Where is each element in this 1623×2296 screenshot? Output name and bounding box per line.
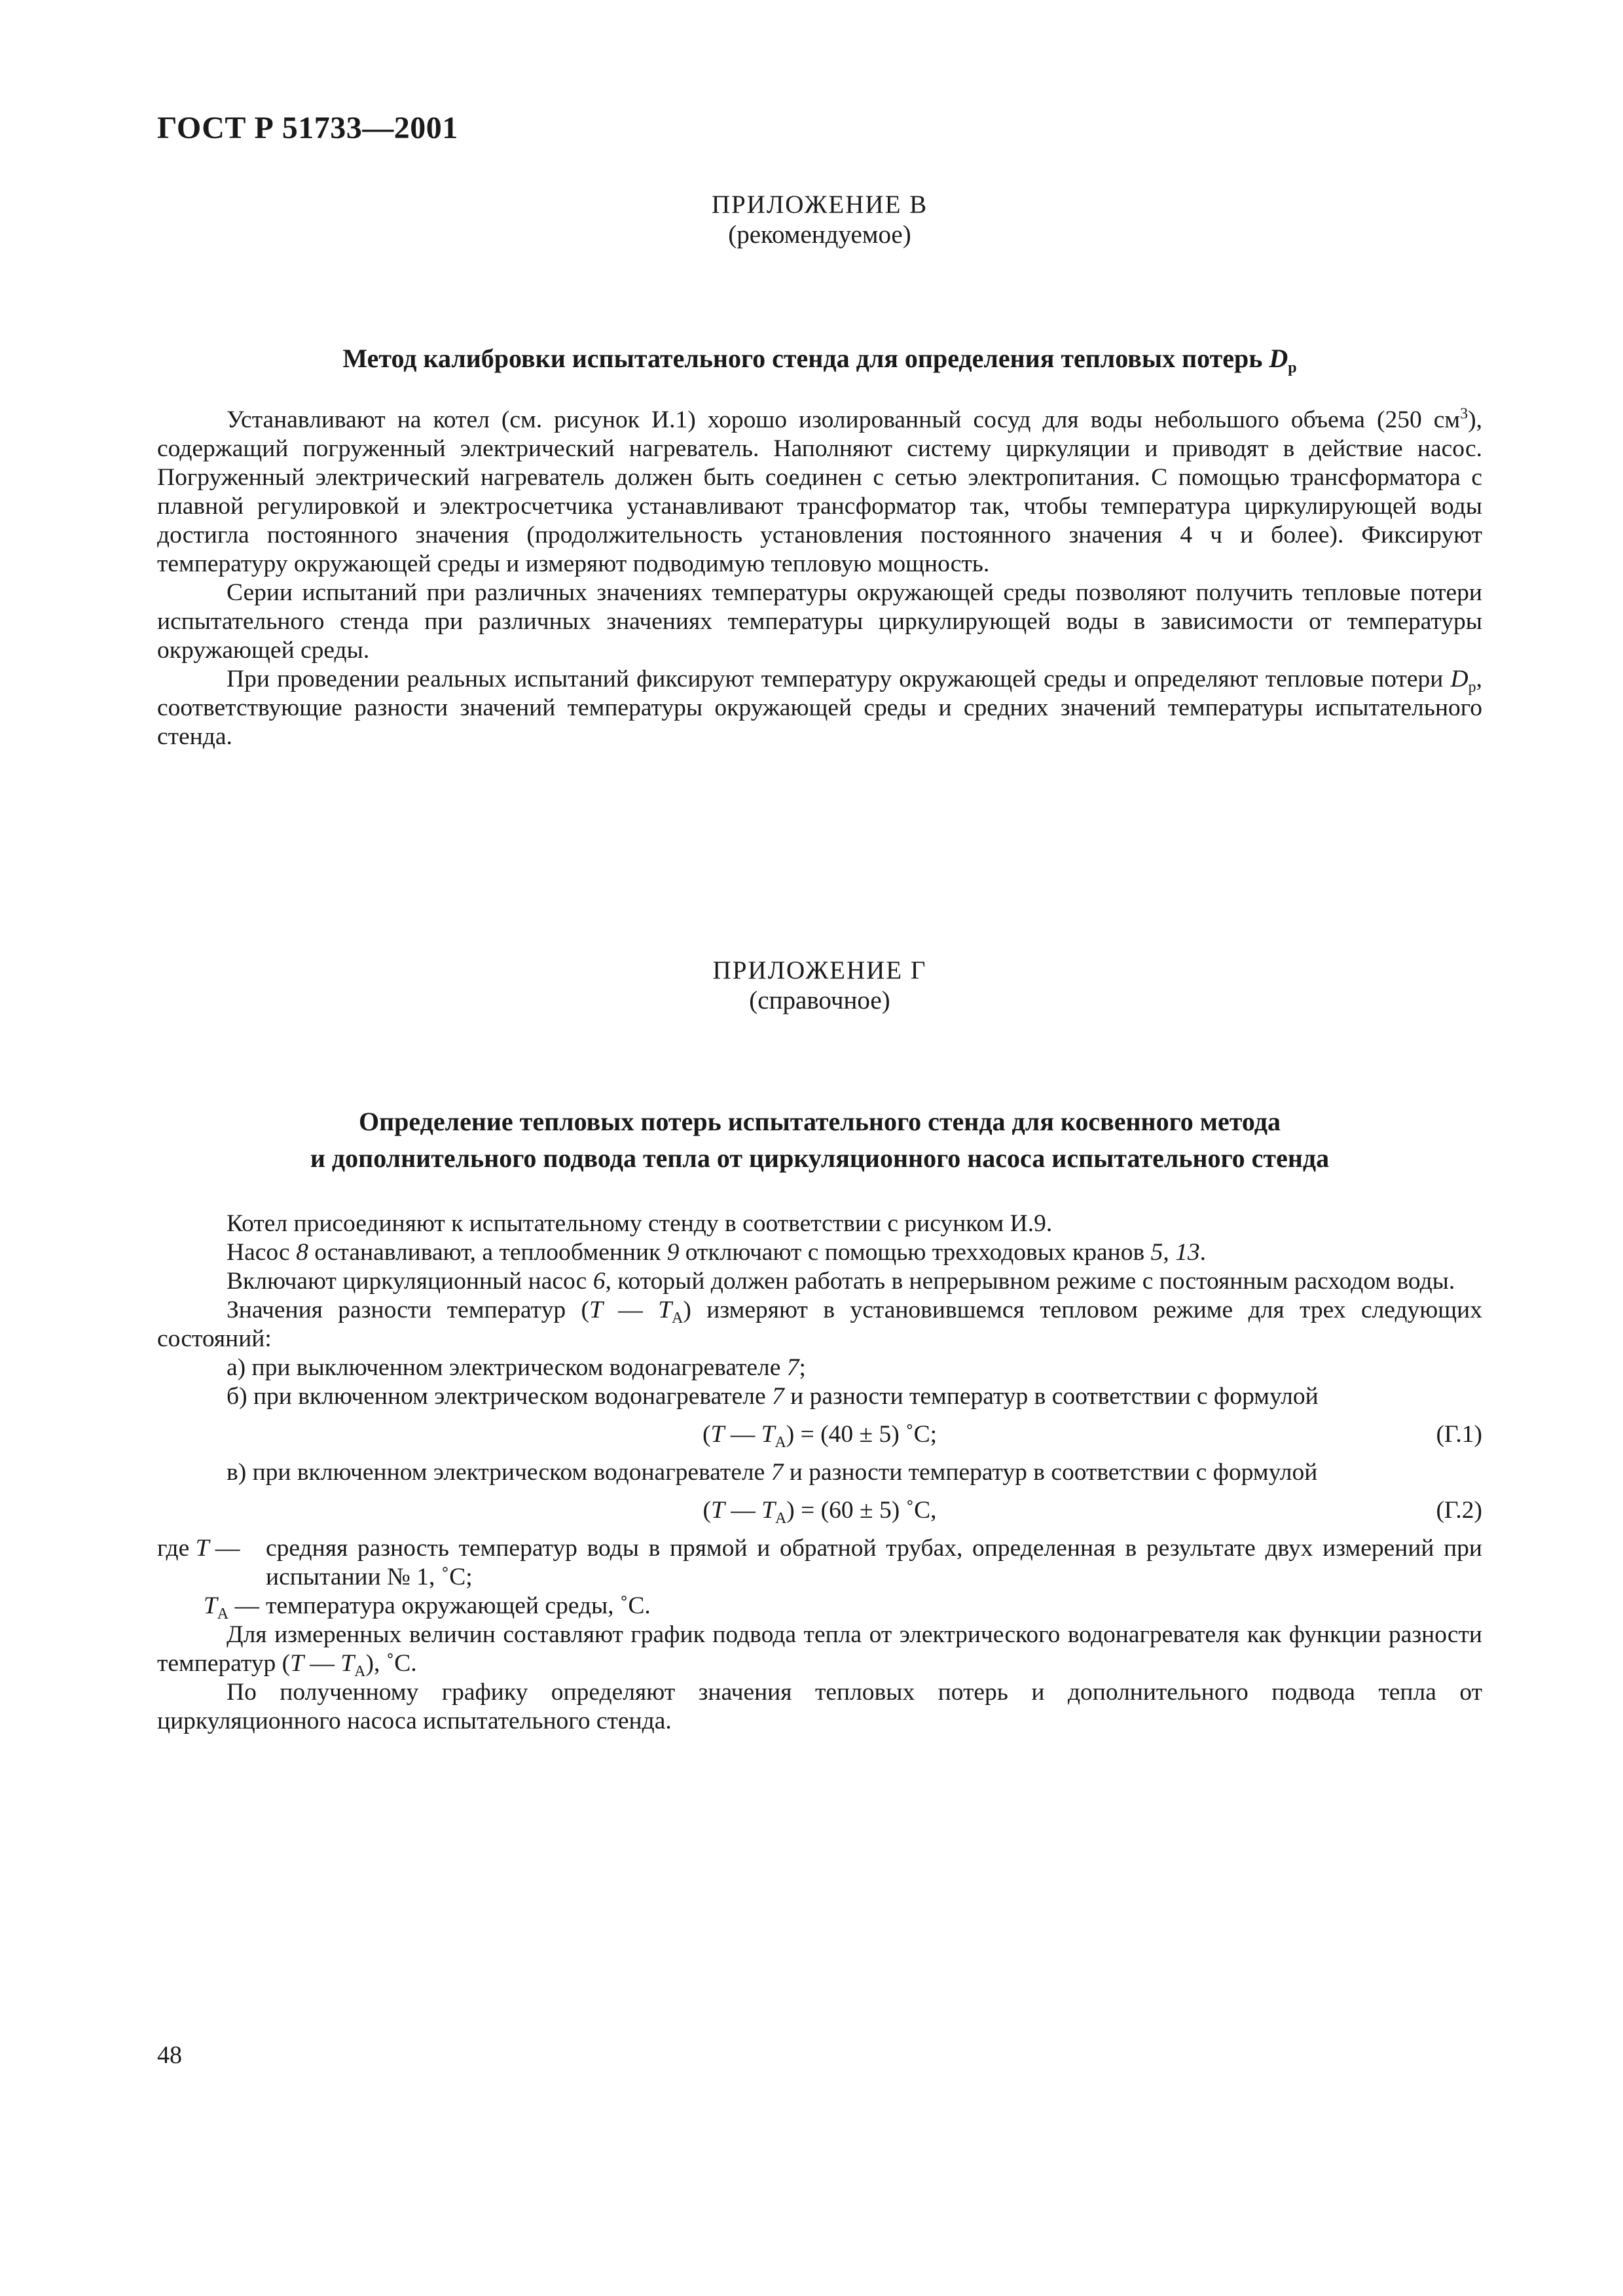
where-symbol-ta: $T_A$ — <box>203 1592 259 1623</box>
formula-g1-expression: (T — $T_A) = (40 \pm 5)$ ˚С; <box>702 1421 938 1451</box>
formula-g1-number: (Г.1) <box>1436 1421 1482 1448</box>
annex-g-body <box>157 1210 1482 1736</box>
page-number: 48 <box>157 2041 182 2069</box>
annex-v-body <box>157 406 1482 751</box>
symbol-explanations <box>157 1534 1482 1621</box>
annex-g-paragraph-5: Для измеренных величин составляют график подвода тепла от электрического водонагревателя как функции разности температур (T — $T_A$), ˚С. <box>157 1621 1482 1680</box>
annex-g-paragraph-1: Котел присоединяют к испытательному стенду в соответствии с рисунком И.9. <box>227 1210 1053 1237</box>
annex-g-paragraph-3: Включают циркуляционный насос 6, который должен работать в непрерывном режиме с постоянным расходом воды. <box>227 1268 1455 1295</box>
formula-g2 <box>157 1487 1482 1534</box>
annex-v-heading <box>157 190 1482 250</box>
annex-g-paragraph-6: По полученному графику определяют значения тепловых потерь и дополнительного подвода тепла от циркуляционного насоса испытательного стенда. <box>157 1679 1482 1734</box>
annex-v-kind: (рекомендуемое) <box>728 221 911 249</box>
annex-v-title: ПРИЛОЖЕНИЕ В <box>711 190 928 219</box>
formula-g1 <box>157 1411 1482 1458</box>
annex-v-paragraph-2: Серии испытаний при различных значениях температуры окружающей среды позволяют получить тепловые потери испытательного стенда при различных значениях температуры циркулирующей воды в зависимости от температуры окружающей среды. <box>157 579 1482 664</box>
annex-g-title: ПРИЛОЖЕНИЕ Г <box>712 956 927 984</box>
annex-v-paragraph-1: Устанавливают на котел (см. рисунок И.1) хорошо изолированный сосуд для воды небольшого объема (250 $см^3$), содержащий погруженный электрический нагреватель. Наполняют систему циркуляции и приводят в действие насос. Погруженный электрический нагреватель должен быть соединен с сетью электропитания. С помощью трансформатора с плавной регулировкой и электросчетчика устанавливают трансформатор так, чтобы температура циркулирующей воды достигла постоянного значения (продолжительность установления постоянного значения 4 ч и более). Фиксируют температуру окружающей среды и измеряют подводимую тепловую мощность. <box>157 405 1482 577</box>
annex-v-section-title: Метод калибровки испытательного стенда для определения тепловых потерь $D_p$ <box>342 344 1297 376</box>
where-description-ta: температура окружающей среды, ˚С. <box>266 1592 651 1619</box>
annex-g-heading <box>157 956 1482 1016</box>
formula-g2-number: (Г.2) <box>1436 1497 1482 1524</box>
where-symbol-t: где T — <box>157 1535 240 1562</box>
formula-g2-expression: (T — $T_A) = (60 \pm 5)$ ˚С, <box>702 1497 937 1527</box>
annex-g-paragraph-4: Значения разности температур (T — $T_A$) измеряют в установившемся тепловом режиме для трех следующих состояний: <box>157 1297 1483 1352</box>
annex-g-section-title: Определение тепловых потерь испытательного стенда для косвенного метода и дополнительного подвода тепла от циркуляционного насоса испытательного стенда <box>310 1107 1330 1173</box>
annex-g-kind: (справочное) <box>749 986 890 1014</box>
list-item-v: в) при включенном электрическом водонагревателе 7 и разности температур в соответствии с формулой <box>227 1459 1318 1486</box>
document-code: ГОСТ Р 51733—2001 <box>157 111 458 145</box>
list-item-b: б) при включенном электрическом водонагревателе 7 и разности температур в соответствии с формулой <box>227 1383 1319 1410</box>
annex-g-paragraph-2: Насос 8 останавливают, а теплообменник 9 отключают с помощью трехходовых кранов 5, 13. <box>227 1239 1206 1266</box>
where-description-t: средняя разность температур воды в прямой и обратной трубах, определенная в результате двух измерений при испытании № 1, ˚С; <box>266 1535 1482 1590</box>
list-item-a: а) при выключенном электрическом водонагревателе 7; <box>227 1354 806 1381</box>
annex-v-paragraph-3: При проведении реальных испытаний фиксируют температуру окружающей среды и определяют тепловые потери $D_p$, соответствующие разности значений температуры окружающей среды и средних значений температуры испытательного стенда. <box>157 666 1482 750</box>
